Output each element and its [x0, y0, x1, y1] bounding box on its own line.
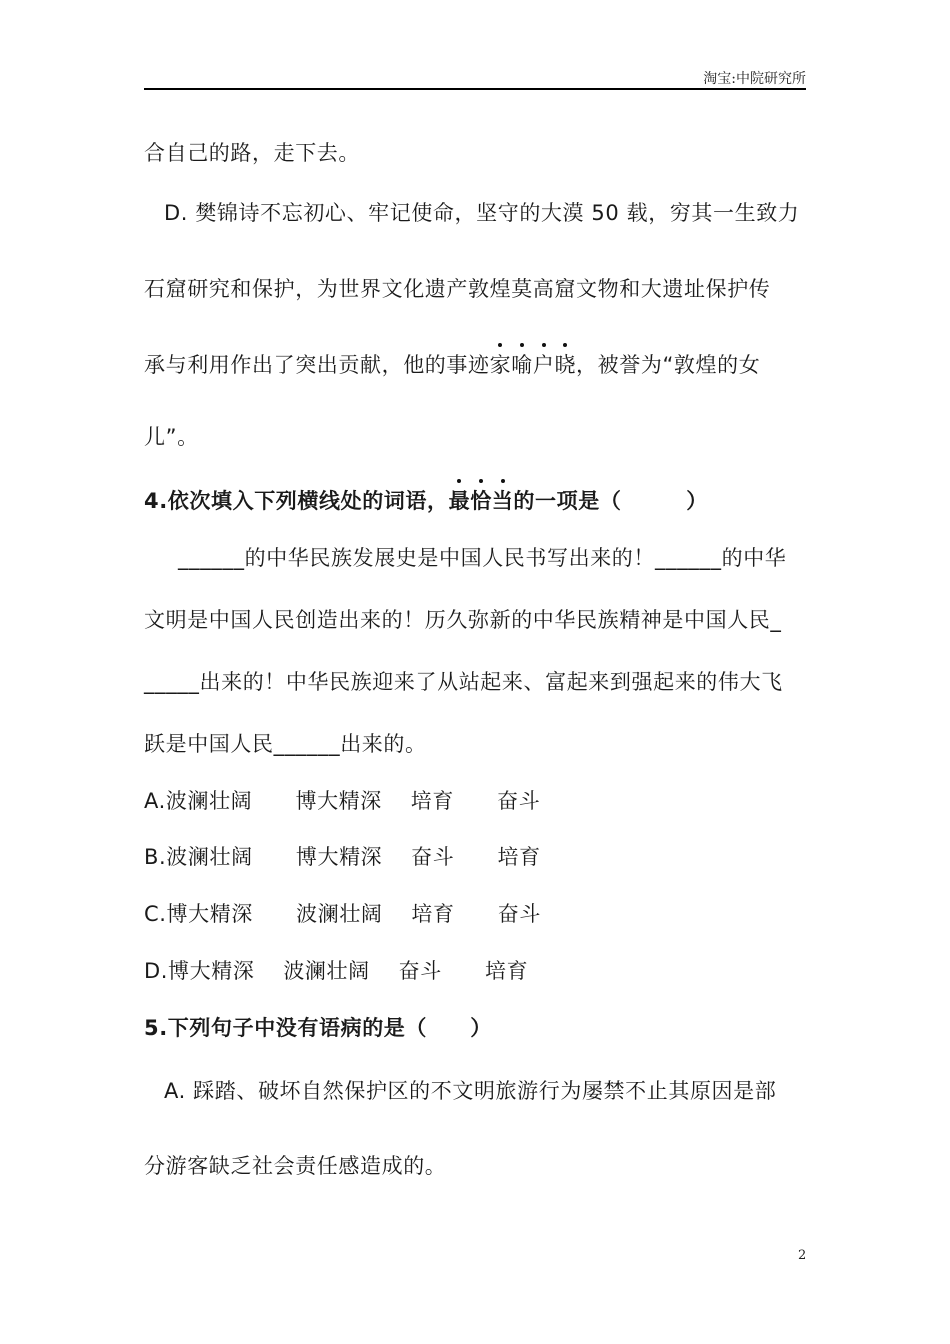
option-c: C.博大精深 波澜壮阔 培育 奋斗	[144, 902, 542, 926]
question-4-title	[144, 487, 708, 515]
text-line	[144, 351, 760, 379]
text-segment: 承与利用作出了突出贡献，他的事迹	[144, 353, 490, 377]
header-rule	[144, 88, 806, 90]
text-line: 跃是中国人民______出来的。	[144, 732, 427, 756]
text-segment: 的一项是（ ）	[513, 489, 708, 513]
text-line: ______的中华民族发展史是中国人民书写出来的！______的中华	[178, 546, 787, 570]
text-line: 合自己的路，走下去。	[144, 141, 360, 165]
option-d: D.博大精深 波澜壮阔 奋斗 培育	[144, 959, 529, 983]
text-line: 石窟研究和保护，为世界文化遗产敦煌莫高窟文物和大遗址保护传	[144, 277, 771, 301]
emphasized-char: 恰	[470, 489, 492, 513]
text-line: _____出来的！中华民族迎来了从站起来、富起来到强起来的伟大飞	[144, 670, 783, 694]
header-text: 淘宝:中院研究所	[703, 71, 806, 87]
text-line: 分游客缺乏社会责任感造成的。	[144, 1154, 447, 1178]
text-segment: 4.依次填入下列横线处的词语，	[144, 489, 449, 513]
question-5-title: 5.下列句子中没有语病的是（ ）	[144, 1016, 492, 1040]
emphasized-char: 最	[448, 489, 471, 513]
emphasized-char: 喻	[511, 353, 533, 377]
option-a-line: A. 踩踏、破坏自然保护区的不文明旅游行为屡禁不止其原因是部	[164, 1079, 777, 1103]
emphasized-char: 当	[491, 489, 514, 513]
emphasized-char: 晓	[554, 353, 577, 377]
option-a: A.波澜壮阔 博大精深 培育 奋斗	[144, 789, 541, 813]
text-segment: ，被誉为“敦煌的女	[576, 353, 761, 377]
emphasized-char: 家	[489, 353, 512, 377]
text-line: 儿”。	[144, 425, 199, 449]
text-line: 文明是中国人民创造出来的！历久弥新的中华民族精神是中国人民_	[144, 608, 782, 632]
page-number: 2	[798, 1248, 807, 1263]
option-d-line: D. 樊锦诗不忘初心、牢记使命，坚守的大漠 50 载，穷其一生致力	[164, 201, 800, 225]
option-b: B.波澜壮阔 博大精深 奋斗 培育	[144, 845, 541, 869]
emphasized-char: 户	[532, 353, 555, 377]
